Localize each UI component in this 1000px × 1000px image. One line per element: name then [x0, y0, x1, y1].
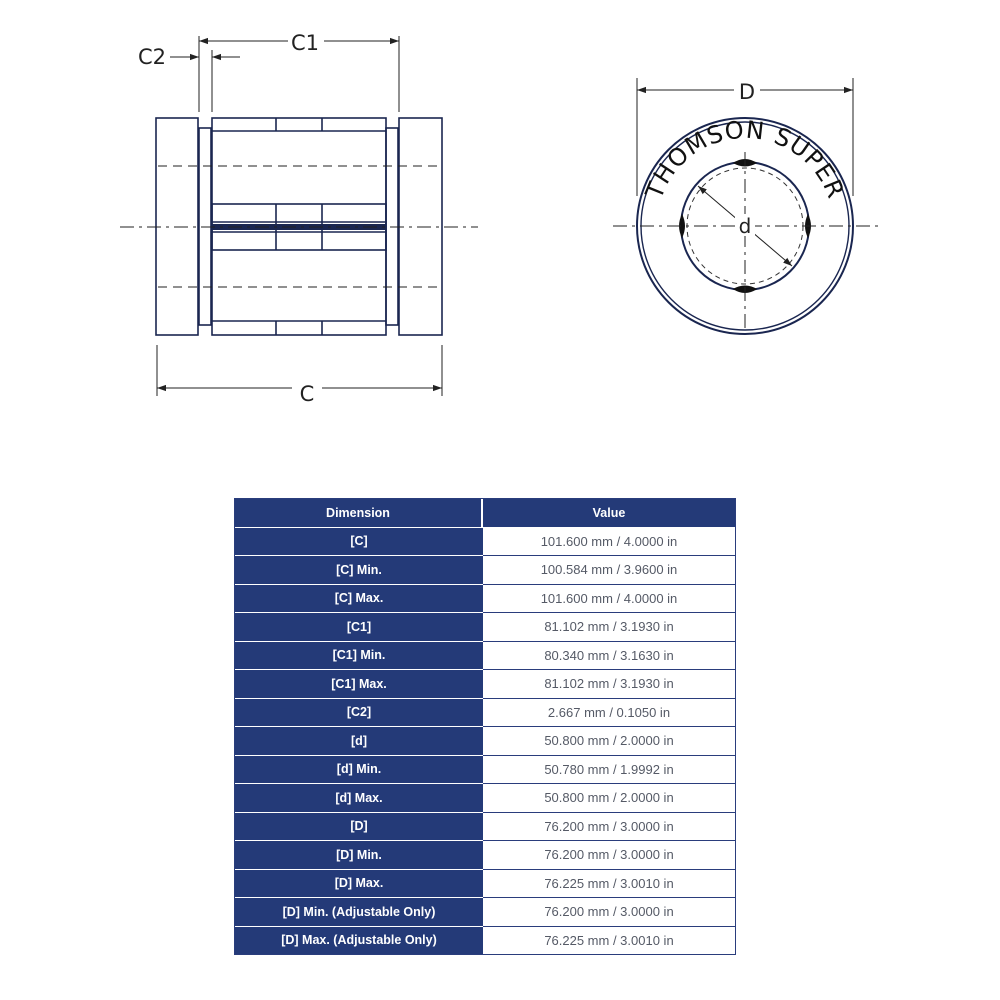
header-dimension: Dimension	[235, 499, 483, 528]
value-cell: 101.600 mm / 4.0000 in	[483, 528, 735, 557]
c-label: C	[299, 382, 315, 406]
dimension-cell: [C1] Max.	[235, 670, 483, 699]
value-cell: 81.102 mm / 3.1930 in	[483, 670, 735, 699]
table-row	[235, 898, 735, 927]
table-row	[235, 670, 735, 699]
value-cell: 50.800 mm / 2.0000 in	[483, 727, 735, 756]
value-cell: 76.225 mm / 3.0010 in	[483, 927, 735, 955]
d-outer-label: D	[738, 80, 756, 104]
table-row	[235, 528, 735, 557]
table-row	[235, 756, 735, 785]
dimension-cell: [C] Min.	[235, 556, 483, 585]
dimension-cell: [C1]	[235, 613, 483, 642]
value-cell: 101.600 mm / 4.0000 in	[483, 585, 735, 614]
dimension-cell: [D] Max. (Adjustable Only)	[235, 927, 483, 955]
dimension-cell: [C1] Min.	[235, 642, 483, 671]
table-row	[235, 585, 735, 614]
table-row	[235, 870, 735, 899]
dimension-cell: [d]	[235, 727, 483, 756]
c2-label: C2	[137, 45, 167, 69]
value-cell: 50.780 mm / 1.9992 in	[483, 756, 735, 785]
value-cell: 50.800 mm / 2.0000 in	[483, 784, 735, 813]
dimension-cell: [D] Max.	[235, 870, 483, 899]
table-row	[235, 784, 735, 813]
dimension-cell: [C] Max.	[235, 585, 483, 614]
table-row	[235, 556, 735, 585]
value-cell: 76.200 mm / 3.0000 in	[483, 841, 735, 870]
header-value: Value	[483, 499, 735, 528]
table-row	[235, 841, 735, 870]
dimension-cell: [D] Min. (Adjustable Only)	[235, 898, 483, 927]
value-cell: 81.102 mm / 3.1930 in	[483, 613, 735, 642]
dimension-cell: [d] Max.	[235, 784, 483, 813]
table-header-row	[235, 499, 735, 528]
table-row	[235, 927, 735, 955]
c1-label: C1	[290, 31, 320, 55]
table-row	[235, 613, 735, 642]
dimension-cell: [D]	[235, 813, 483, 842]
value-cell: 76.200 mm / 3.0000 in	[483, 898, 735, 927]
brand-ring-text: THOMSON SUPER	[640, 115, 850, 203]
d-inner-label: d	[738, 214, 752, 238]
value-cell: 76.200 mm / 3.0000 in	[483, 813, 735, 842]
table-row	[235, 813, 735, 842]
dimension-cell: [C2]	[235, 699, 483, 728]
dimension-cell: [C]	[235, 528, 483, 557]
bearing-dimension-drawing	[0, 0, 1000, 480]
dimension-cell: [d] Min.	[235, 756, 483, 785]
value-cell: 80.340 mm / 3.1630 in	[483, 642, 735, 671]
value-cell: 2.667 mm / 0.1050 in	[483, 699, 735, 728]
table-row	[235, 699, 735, 728]
dimension-cell: [D] Min.	[235, 841, 483, 870]
table-row	[235, 727, 735, 756]
value-cell: 76.225 mm / 3.0010 in	[483, 870, 735, 899]
value-cell: 100.584 mm / 3.9600 in	[483, 556, 735, 585]
table-row	[235, 642, 735, 671]
dimension-table	[234, 498, 736, 955]
